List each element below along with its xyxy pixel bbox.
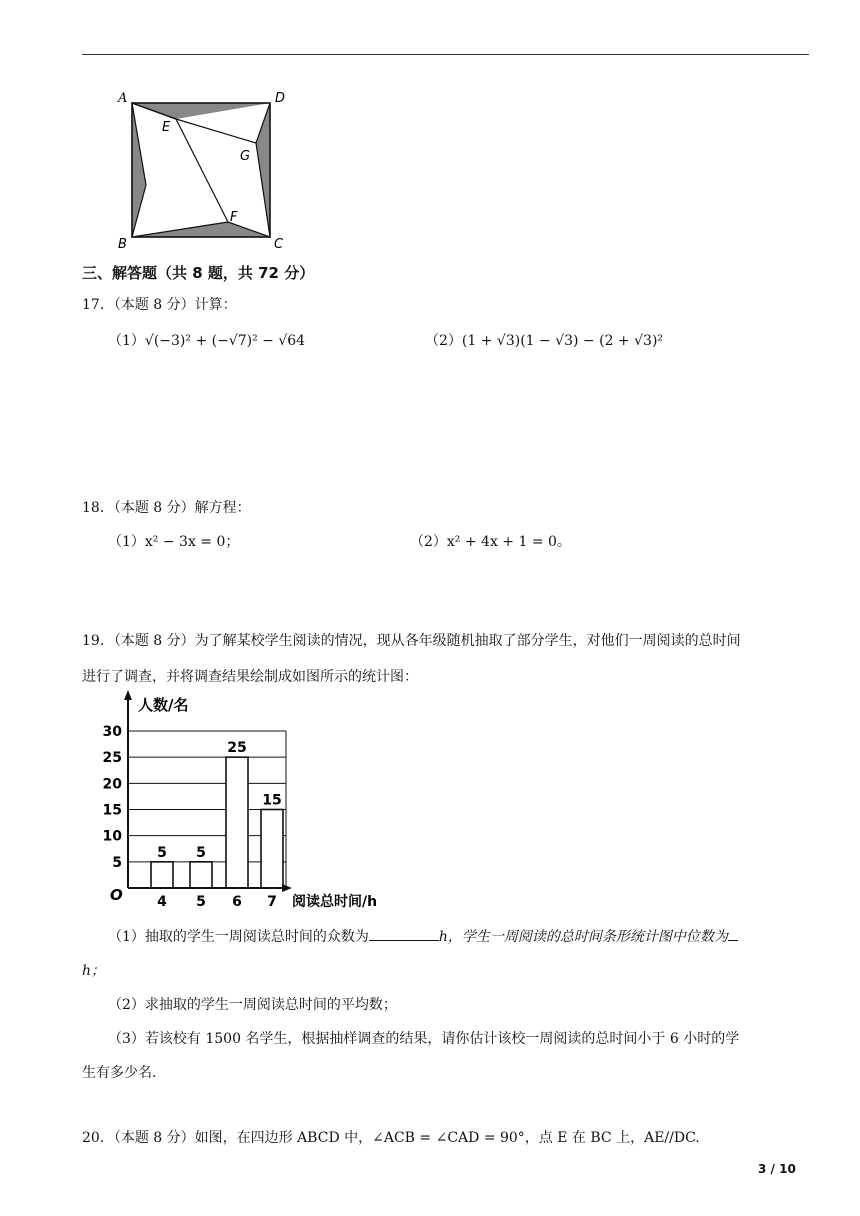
bar [226, 757, 248, 888]
q19-part3-line2: 生有多少名. [82, 1065, 157, 1081]
q19-part2: （2）求抽取的学生一周阅读总时间的平均数； [108, 997, 397, 1013]
q19-part1 [108, 926, 812, 946]
y-axis-arrow [124, 690, 132, 700]
section-heading: 三、解答题（共 8 题，共 72 分） [82, 264, 315, 282]
mode-answer-blank[interactable] [369, 928, 439, 941]
x-tick-label: 7 [267, 894, 277, 910]
label-f: F [230, 210, 238, 225]
x-tick-label: 6 [232, 894, 242, 910]
page-number: 3 / 10 [758, 1162, 796, 1176]
x-tick-label: 5 [196, 894, 206, 910]
q18-part1: （1）x² − 3x = 0； [108, 534, 240, 550]
label-a: A [118, 91, 128, 106]
q19-part1-text-a: （1）抽取的学生一周阅读总时间的众数为 [108, 929, 369, 945]
origin-label: O [110, 886, 123, 904]
bar [261, 810, 283, 889]
square-outline [132, 103, 270, 237]
q17-part2: （2）(1 + √3)(1 − √3) − (2 + √3)² [425, 333, 664, 349]
x-tick-label: 4 [157, 894, 167, 910]
square-figure [110, 85, 300, 255]
q17-stem: 17．（本题 8 分）计算： [82, 297, 237, 313]
q20-stem: 20．（本题 8 分）如图，在四边形 ABCD 中，∠ACB = ∠CAD = 90°，点 E 在 BC 上，AE//DC. [82, 1130, 700, 1146]
q17-part1: （1）√(−3)² + (−√7)² − √64 [108, 333, 306, 349]
y-tick-label: 10 [102, 828, 122, 845]
y-tick-label: 30 [102, 724, 122, 740]
x-axis-arrow [282, 884, 292, 892]
chart-bars [151, 757, 283, 888]
q19-stem-line1: 19．（本题 8 分）为了解某校学生阅读的情况，现从各年级随机抽取了部分学生，对他们一周阅读的总时间 [82, 633, 741, 649]
y-tick-label: 15 [102, 802, 122, 819]
label-c: C [274, 237, 284, 252]
y-tick-label: 25 [102, 750, 122, 767]
q18-stem: 18．（本题 8 分）解方程： [82, 500, 251, 516]
reading-time-bar-chart [96, 688, 406, 916]
q18-part2: （2）x² + 4x + 1 = 0。 [410, 534, 571, 550]
median-answer-blank[interactable] [728, 928, 738, 941]
x-axis-label: 阅读总时间/h [292, 894, 378, 910]
bar-data-label: 5 [157, 844, 167, 861]
label-d: D [275, 91, 286, 106]
q19-part3-line1: （3）若该校有 1500 名学生，根据抽样调查的结果，请你估计该校一周阅读的总时间小于 6 小时的学 [108, 1031, 740, 1047]
q19-part1-text-b: h，学生一周阅读的总时间条形统计图中位数为 [438, 929, 728, 945]
header-rule [82, 54, 809, 55]
label-e: E [162, 120, 171, 135]
q19-stem-line2: 进行了调查，并将调查结果绘制成如图所示的统计图： [82, 669, 418, 685]
y-axis-label: 人数/名 [138, 696, 189, 714]
bar-data-label: 25 [227, 740, 247, 757]
bar-data-label: 5 [196, 844, 206, 861]
inner-lines [132, 103, 270, 237]
label-b: B [118, 237, 127, 252]
y-tick-label: 5 [112, 854, 122, 871]
label-g: G [240, 149, 251, 164]
bar-data-label: 15 [262, 792, 282, 809]
bar [151, 862, 173, 888]
bar [190, 862, 212, 888]
q19-part1-tail: h； [82, 963, 106, 979]
y-tick-label: 20 [102, 776, 122, 793]
